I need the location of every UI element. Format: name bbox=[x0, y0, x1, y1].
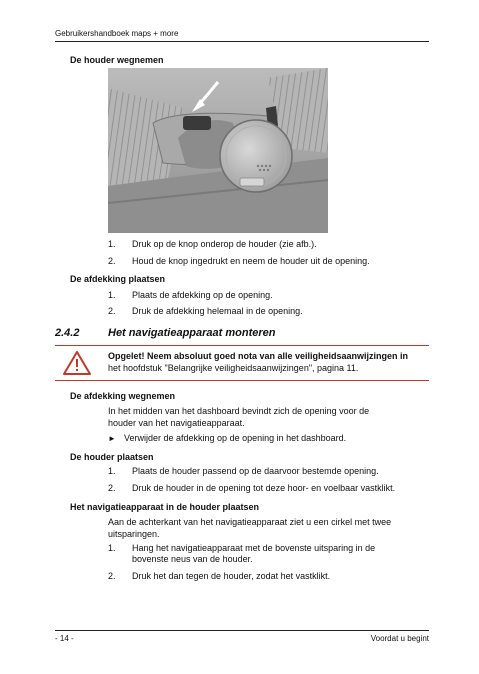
paragraph-line: houder van het navigatieapparaat. bbox=[108, 418, 245, 428]
step-number: 1. bbox=[108, 543, 116, 553]
subheading-remove-holder: De houder wegnemen bbox=[70, 55, 164, 65]
subheading-place-cover: De afdekking plaatsen bbox=[70, 274, 166, 284]
page-number: - 14 - bbox=[55, 634, 74, 643]
warning-text bbox=[108, 350, 428, 374]
step-number: 1. bbox=[108, 239, 116, 249]
running-header: Gebruikershandboek maps + more bbox=[55, 29, 179, 38]
subheading-device-in-holder: Het navigatieapparaat in de houder plaatsen bbox=[70, 502, 260, 512]
warning-triangle-icon bbox=[62, 350, 92, 376]
bullet-arrow-icon: ► bbox=[108, 434, 116, 443]
step-text: Plaats de afdekking op de opening. bbox=[132, 290, 273, 300]
step-text: Druk op de knop onderop de houder (zie afb.). bbox=[132, 239, 317, 249]
subheading-place-holder: De houder plaatsen bbox=[70, 452, 154, 462]
step-text: Plaats de houder passend op de daarvoor bestemde opening. bbox=[132, 466, 379, 476]
paragraph-line: In het midden van het dashboard bevindt zich de opening voor de bbox=[108, 406, 370, 416]
warning-rule-bottom bbox=[55, 380, 429, 381]
step-number: 2. bbox=[108, 306, 116, 316]
step-text: bovenste neus van de houder. bbox=[132, 554, 253, 564]
step-number: 1. bbox=[108, 290, 116, 300]
paragraph-line: uitsparingen. bbox=[108, 529, 160, 539]
holder-photo bbox=[108, 68, 328, 233]
step-text: Druk de houder in de opening tot deze hoor- en voelbaar vastklikt. bbox=[132, 483, 396, 493]
paragraph bbox=[108, 405, 428, 429]
list-item bbox=[108, 543, 428, 567]
section-number: 2.4.2 bbox=[55, 327, 80, 339]
warning-rule-top bbox=[55, 345, 429, 346]
header-rule bbox=[55, 41, 429, 42]
step-number: 2. bbox=[108, 256, 116, 266]
step-text: Druk de afdekking helemaal in de opening. bbox=[132, 306, 303, 316]
step-number: 2. bbox=[108, 571, 116, 581]
step-text: Druk het dan tegen de houder, zodat het vastklikt. bbox=[132, 571, 331, 581]
paragraph bbox=[108, 516, 428, 540]
warning-line: het hoofdstuk "Belangrijke veiligheidsaanwijzingen", pagina 11. bbox=[108, 363, 359, 373]
subheading-remove-cover: De afdekking wegnemen bbox=[70, 391, 176, 401]
section-title: Het navigatieapparaat monteren bbox=[108, 327, 276, 339]
step-number: 2. bbox=[108, 483, 116, 493]
footer-rule bbox=[55, 630, 429, 631]
warning-line: Opgelet! Neem absoluut goed nota van alle veiligheidsaanwijzingen in bbox=[108, 351, 409, 361]
paragraph-line: Aan de achterkant van het navigatieapparaat ziet u een cirkel met twee bbox=[108, 517, 392, 527]
footer-section-title: Voordat u begint bbox=[370, 634, 429, 643]
step-text: Hang het navigatieapparaat met de bovenste uitsparing in de bbox=[132, 543, 376, 553]
step-text: Houd de knop ingedrukt en neem de houder uit de opening. bbox=[132, 256, 370, 266]
step-number: 1. bbox=[108, 466, 116, 476]
bullet-text: Verwijder de afdekking op de opening in het dashboard. bbox=[124, 433, 347, 443]
